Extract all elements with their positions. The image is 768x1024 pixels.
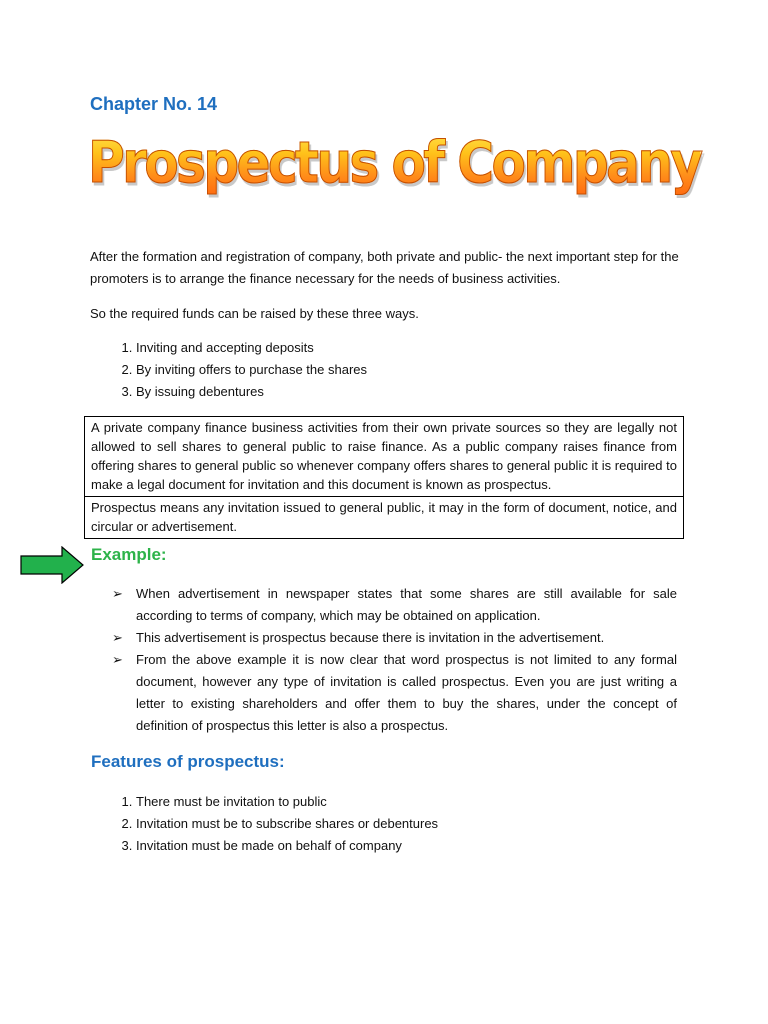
example-item-text: When advertisement in newspaper states that some shares are still available for sale according to terms of company, which may be obtained on application.: [136, 586, 677, 623]
list-item: 3. Invitation must be made on behalf of company: [136, 835, 726, 857]
example-item-text: From the above example it is now clear that word prospectus is not limited to any formal document, however any type of invitation is called prospectus. Even you are just writing a letter to existing shareholders and offer them to buy the shares, under the concept of definition of prospectus this letter is also a prospectus.: [136, 652, 677, 733]
page-title-text: Prospectus of Company: [88, 130, 701, 196]
list-item: 2. Invitation must be to subscribe shares or debentures: [136, 813, 726, 835]
funding-ways-list: [90, 337, 726, 403]
chapter-label: Chapter No. 14: [90, 94, 218, 114]
arrowhead-bullet-icon: ➢: [112, 586, 123, 601]
intro-paragraph: After the formation and registration of company, both private and public- the next important step for the promoters is to arrange the finance necessary for the needs of business activities.: [90, 249, 679, 286]
example-item-text: This advertisement is prospectus because there is invitation in the advertisement.: [136, 630, 605, 645]
list-item: 2. By inviting offers to purchase the shares: [136, 359, 726, 381]
features-list: [90, 791, 726, 857]
list-item: [90, 649, 677, 737]
list-item: [90, 627, 677, 649]
example-list: [90, 583, 677, 737]
features-heading: Features of prospectus:: [91, 752, 285, 771]
ways-intro-paragraph: So the required funds can be raised by these three ways.: [90, 306, 419, 321]
definition-cell: Prospectus means any invitation issued to general public, it may in the form of document, notice, and circular or advertisement.: [85, 496, 683, 538]
prospectus-definition-box: [84, 416, 684, 539]
list-item: 1. Inviting and accepting deposits: [136, 337, 726, 359]
page-title: [88, 124, 700, 202]
list-item: [90, 583, 677, 627]
green-right-arrow-icon: [20, 546, 84, 584]
private-public-cell: A private company finance business activities from their own private sources so they are legally not allowed to sell shares to general public to raise finance. As a public company raises finance from offering shares to general public so whenever company offers shares to general public it is required to make a legal document for invitation and this document is known as prospectus.: [91, 420, 677, 492]
list-item: 3. By issuing debentures: [136, 381, 726, 403]
arrowhead-bullet-icon: ➢: [112, 630, 123, 645]
arrowhead-bullet-icon: ➢: [112, 652, 123, 667]
list-item: 1. There must be invitation to public: [136, 791, 726, 813]
example-heading: Example:: [91, 545, 167, 564]
